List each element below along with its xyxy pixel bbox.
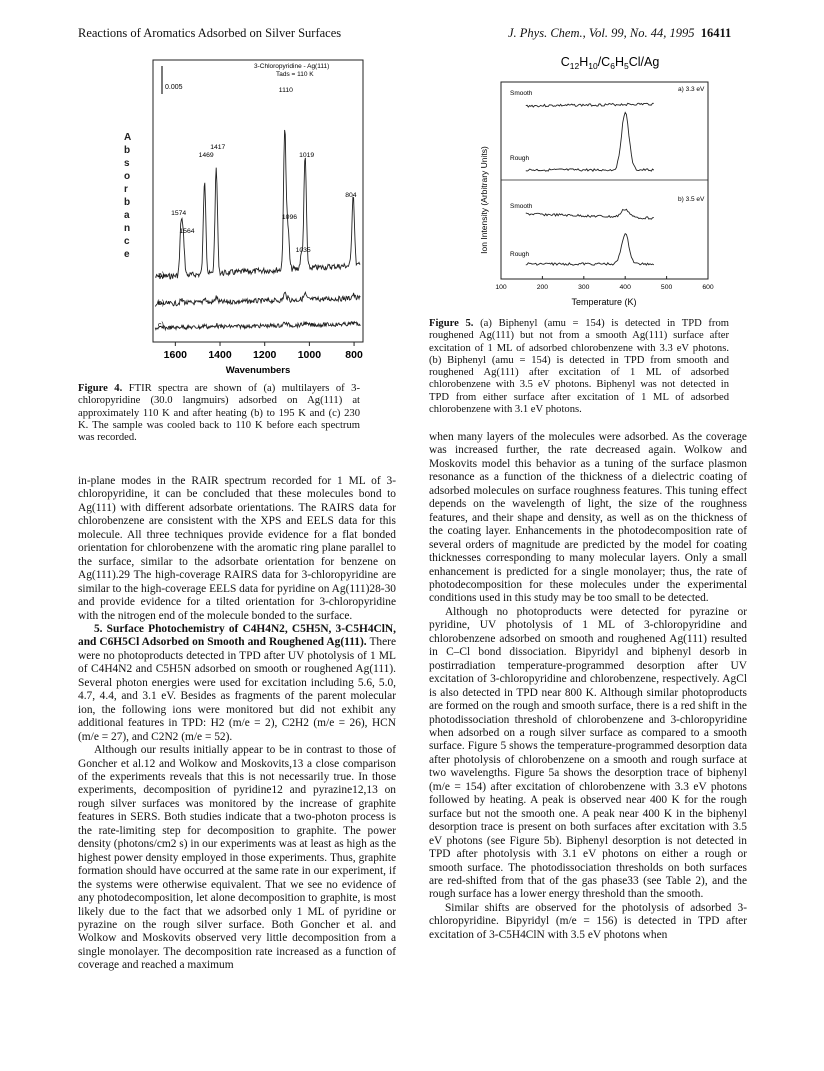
x-tick-label: 600 (702, 284, 714, 291)
peak-label: 1417 (210, 144, 226, 151)
x-tick-label: 1600 (163, 349, 188, 361)
figure-5-caption (429, 318, 729, 416)
rough-label-a: Rough (510, 155, 530, 162)
section-heading: 5. Surface Photochemistry of C4H4N2, C5H5N, 3-C5H4ClN, and C6H5Cl Adsorbed on Smooth and Roughened Ag(111). (78, 622, 396, 649)
ylabel-letter: a (124, 210, 130, 221)
x-tick-label: 100 (495, 284, 507, 291)
panel-b-label: b) 3.5 eV (678, 196, 705, 203)
peak-label: 1096 (281, 214, 298, 221)
peak-label: 1035 (295, 247, 311, 254)
spectrum-trace-b (155, 292, 360, 306)
x-axis-label: Temperature (K) (571, 297, 637, 307)
peak-label: 1564 (179, 228, 195, 235)
ylabel-letter: A (124, 132, 132, 143)
ylabel-letter: c (124, 236, 130, 247)
figure-5-title: $C_{12}H_{10}/C_6H_5Cl/Ag$ (560, 55, 660, 71)
ylabel-letter: e (124, 249, 130, 260)
figure-5-caption-label: Figure 5. (429, 318, 474, 329)
trace-smooth-3.3ev (526, 103, 654, 107)
x-tick-label: 1000 (297, 349, 322, 361)
x-tick-label: 1400 (208, 349, 232, 361)
spectrum-trace-a (155, 130, 360, 279)
paragraph (78, 623, 396, 744)
trace-smooth-3.5ev (526, 209, 654, 219)
x-tick-label: 800 (345, 349, 363, 361)
paragraph: Although our results initially appear to be in contrast to those of Goncher et al.12 and Wolkow and Moskovits,13 a close comparison of the experiments reveals that this is not necessarily true. In those experiments, decomposition of pyridine12 and pyrazine12,13 on rough silver surfaces was monitored by the increase of graphite features in SERS. Both studies indicate that a two-photon process is the rate-limiting step for decomposition to graphite. The power density (photons/cm2 s) in our experiments was at least as high as the highest power density employed in those experiments. Thus, graphite formation should have occurred at the same rate in our experiment, if the systems were otherwise equivalent. That we see no evidence of any photodecomposition, let alone decomposition to graphite, is most likely due to the fact that we adsorbed only 1 ML of pyridine or pyrazine on the rough silver surface. Both Goncher et al. and Wolkow and Moskovits observed very little decomposition from a single monolayer. The decomposition rate increased as a function of coverage and reached a maximum (78, 744, 396, 972)
figure-4-caption-label: Figure 4. (78, 383, 123, 394)
paragraph: when many layers of the molecules were adsorbed. As the coverage was increased further, the rate decreased again. Wolkow and Moskovits model this behavior as a tuning of the surface plasmon resonance as a function of the thickness of a dielectric coating of adsorbed molecules on surface roughness features. This tuning effect depends on the wavelength of light, the size of the roughness features, and their shape and density, as well as on the thickness of the coating layer. Enhancements in the photodecomposition rate of several orders of magnitude are predicted by the model for coating thicknesses corresponding to many molecular layers. Only a small enhancement is predicted for a single monolayer; thus, the rate of photodecomposition for these molecules under the experimental conditions used in this study may be too small to be detected. (429, 431, 747, 605)
ylabel-letter: s (124, 158, 130, 169)
figure-5-caption-text: (a) Biphenyl (amu = 154) is detected in TPD from roughened Ag(111) but not from a smooth Ag(111) surface after excitation of 1 ML of adsorbed chlorobenzene with 3.3 eV photons. (b) Biphenyl (amu = 154) is detected in TPD from smooth and roughened Ag(111) after excitation of 1 ML of adsorbed chlorobenzene with 3.5 eV photons. Biphenyl was not detected in TPD from either surface after excitation of 1 ML of adsorbed chlorobenzene with 3.1 eV photons. (429, 318, 730, 416)
x-tick-label: 500 (660, 284, 673, 291)
trace-rough-3.5ev (526, 234, 654, 266)
running-header-journal (508, 26, 731, 41)
sample-label: 3-Chloropyridine - Ag(111) (254, 63, 330, 70)
figure-5-tpd-plot (460, 50, 718, 315)
ylabel-letter: o (124, 171, 131, 182)
trace-label-c: c) (158, 322, 164, 329)
ylabel-letter: b (124, 197, 131, 208)
ylabel-letter: n (124, 223, 131, 234)
figure-4-caption (78, 383, 360, 444)
rough-label-b: Rough (510, 251, 530, 258)
peak-label: 804 (345, 192, 357, 199)
x-axis-label: Wavenumbers (225, 365, 291, 376)
paragraph-text: There were no photoproducts detected in TPD after UV photolysis of 1 ML of C4H4N2 and C5H5N adsorbed on smooth or roughened Ag(111). Several photon energies were used for excitation including 5.6, 5.0, 4.7, 4.4, and 3.1 eV. Besides as fragments of the parent molecular ion, the following ions were monitored but did not exhibit any additional features in TPD: H2 (m/e = 2), C2H2 (m/e = 26), HCN (m/e = 27), and C2N2 (m/e = 52). (78, 636, 396, 743)
ylabel-letter: b (124, 145, 131, 156)
paragraph: Although no photoproducts were detected for pyrazine or pyridine, UV photolysis of 1 ML of 3-chloropyridine and chlorobenzene adsorbed on smooth and roughened Ag(111) resulted in C–Cl bond dissociation. Bipyridyl and biphenyl desorb in postirradiation temperature-programmed desorption after UV excitation of 3-chloropyridine and chlorobenzene, respectively. AgCl is also detected in TPD near 800 K. Although similar photoproducts are formed on the rough and smooth surface, there is a red shift in the photodissociation threshold of chlorobenzene and 3-chloropyridine when adsorbed on a rough silver surface as compared to a smooth surface. Figure 5 shows the temperature-programmed desorption data after photolysis of chlorobenzene on a smooth and rough surface at two wavelengths. Figure 5a shows the desorption trace of biphenyl (m/e = 154) after excitation of chlorobenzene with 3.3 eV photons followed by heating. A peak is observed near 400 K for the rough surface but not the smooth one. A peak near 400 K in the biphenyl desorption trace is present on both surfaces after excitation with 3.5 eV photons (see Figure 5b). Biphenyl desorption is not detected in TPD after photolysis with 3.1 eV photons on either a rough or smooth surface. The photodissociation thresholds on both surfaces are red-shifted from that of the gas phase33 (see Table 2), and the rough surface has a lower energy threshold than the smooth. (429, 605, 747, 901)
trace-rough-3.3ev (526, 113, 654, 172)
x-tick-label: 300 (578, 284, 590, 291)
x-tick-label: 200 (536, 284, 549, 291)
trace-label-b: b) (158, 300, 165, 307)
page-number: 16411 (700, 26, 732, 40)
trace-label-a: a) (158, 272, 165, 279)
paragraph: Similar shifts are observed for the photolysis of adsorbed 3-chloropyridine. Bipyridyl (m/e = 156) is detected in TPD after excitation of 3-C5H4ClN with 3.5 eV photons when (429, 901, 747, 941)
smooth-label-a: Smooth (510, 90, 533, 97)
right-column-text (429, 431, 747, 942)
peak-label: 1469 (198, 152, 214, 159)
panel-a-label: a) 3.3 eV (678, 86, 705, 93)
plot-frame (501, 82, 708, 279)
x-tick-label: 1200 (253, 349, 277, 361)
peak-label: 1019 (299, 152, 315, 159)
left-column-text (78, 475, 396, 973)
peak-label: 1110 (278, 87, 293, 94)
sample-temp-label: Tads = 110 K (276, 71, 314, 78)
paragraph: in-plane modes in the RAIR spectrum recorded for 1 ML of 3-chloropyridine, it can be concluded that these molecules bond to Ag(111) with different adsorbate orientations. The RAIRS data for chlorobenzene are consistent with the XPS and EELS data for this molecule. All three techniques provide evidence for a flat bonded orientation for chlorobenzene with the aromatic ring plane parallel to the surface, similar to the adsorbate orientation for benzene on Ag(111).29 The high-coverage RAIRS data for 3-chloropyridine are similar to the high-coverage EELS data for pyridine on Ag(111)28-30 and provide evidence for a tilted orientation for 3-chloropyridine with the nitrogen end of the molecule bonded to the surface. (78, 475, 396, 622)
figure-4-ftir-spectra (108, 52, 378, 382)
figure-4-caption-text: FTIR spectra are shown of (a) multilayers of 3-chloropyridine (30.0 langmuirs) adsorbed on Ag(111) at approximately 110 K and after heating (b) to 195 K and (c) 230 K. The sample was cooled back to 110 K before each spectrum was recorded. (78, 383, 360, 444)
ylabel-letter: r (124, 184, 128, 195)
peak-label: 1574 (171, 210, 187, 217)
journal-citation: J. Phys. Chem., Vol. 99, No. 44, 1995 (508, 26, 695, 40)
scale-label: 0.005 (165, 84, 183, 91)
smooth-label-b: Smooth (510, 203, 533, 210)
spectrum-trace-c (155, 322, 360, 330)
y-axis-label: Ion Intensity (Arbitrary Units) (479, 146, 489, 254)
x-tick-label: 400 (619, 284, 631, 291)
running-header-title: Reactions of Aromatics Adsorbed on Silver Surfaces (78, 26, 342, 40)
